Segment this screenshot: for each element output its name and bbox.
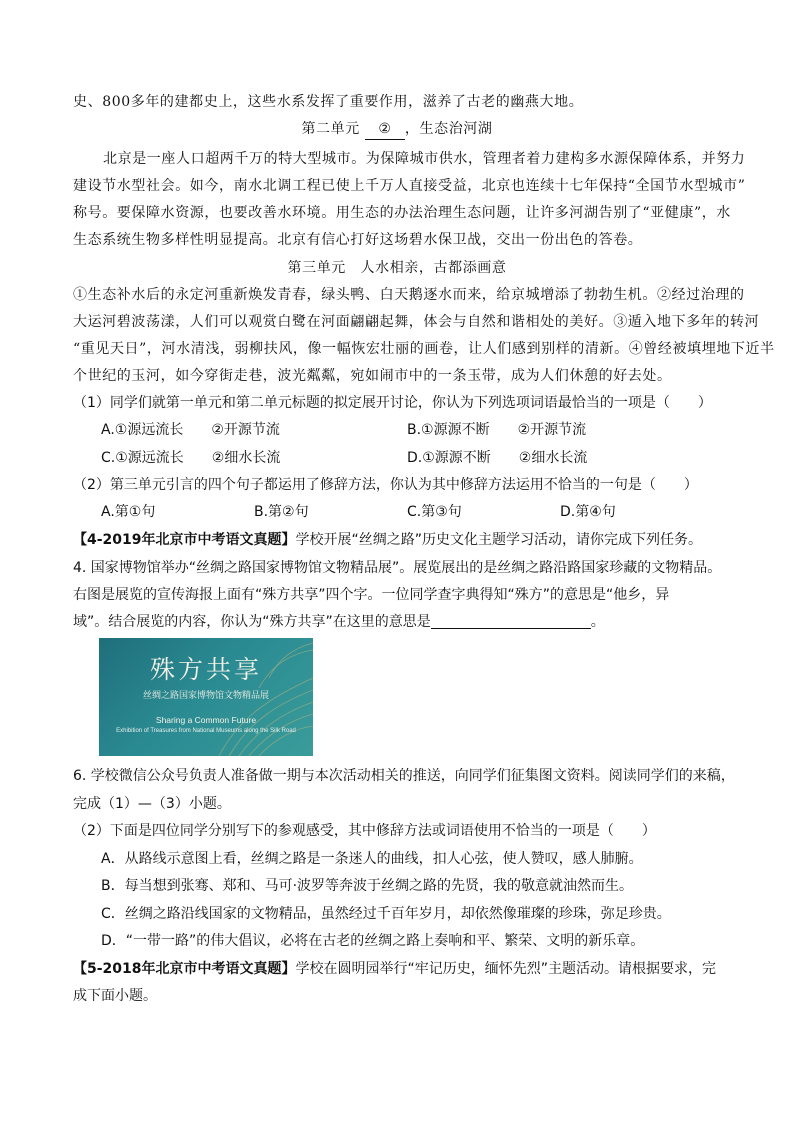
section-instruction: 学校在圆明园举行“牢记历史，缅怀先烈”主题活动。请根据要求，完 — [295, 961, 717, 977]
section-heading — [73, 959, 716, 979]
text-fragment: 域”。结合展览的内容，你认为“殊方共享”在这里的意思是 — [73, 614, 431, 630]
section-source: 【5-2018年北京市中考语文真题】 — [73, 961, 296, 977]
section-source: 【4-2019年北京市中考语文真题】 — [73, 532, 296, 548]
text-line: 个世纪的玉河，如今穿街走巷，波光粼粼，宛如闹市中的一条玉带，成为人们休憩的好去处。 — [73, 368, 672, 384]
option-b: B.第②句 — [254, 504, 309, 520]
text-line: 完成（1）—（3）小题。 — [73, 796, 231, 812]
exhibition-poster-image — [99, 638, 313, 756]
text-line: 大运河碧波荡漾，人们可以观赏白鹭在河面翩翩起舞，体会与自然和谐相处的美好。③遁入地下多年的转河 — [73, 314, 760, 330]
option-b: B．每当想到张骞、郑和、马可·波罗等奔波于丝绸之路的先贤，我的敬意就油然而生。 — [101, 878, 634, 894]
question-4-answer-line — [73, 612, 605, 632]
text-line: 6. 学校微信公众号负责人准备做一期与本次活动相关的推送，向同学们征集图文资料。阅读同学们的来稿， — [73, 768, 735, 784]
question-1: （1）同学们就第一单元和第二单元标题的拟定展开讨论，你认为下列选项词语最恰当的一项是（ ） — [73, 395, 712, 411]
text-line: 建设节水型社会。如今，南水北调工程已使上千万人直接受益，北京也连续十七年保持“全国节水型城市” — [73, 178, 746, 194]
question-6-2: （2）下面是四位同学分别写下的参观感受，其中修辞方法或词语使用不恰当的一项是（ ） — [73, 823, 656, 839]
option-a: A.第①句 — [101, 504, 156, 520]
option-d: D．“一带一路”的伟大倡议，必将在古老的丝绸之路上奏响和平、繁荣、文明的新乐章。 — [101, 933, 645, 949]
poster-english-title: Sharing a Common Future — [155, 715, 257, 725]
poster-english-subtitle: Exhibition of Treasures from National Museums along the Silk Road — [116, 728, 296, 734]
answer-blank — [365, 119, 405, 140]
text-line: 称号。要保障水资源，也要改善水环境。用生态的办法治理生态问题，让许多河湖告别了“亚健康”，水 — [73, 205, 731, 221]
text-line: ①生态补水后的永定河重新焕发青春，绿头鸭、白天鹅逐水而来，给京城增添了勃勃生机。②经过治理的 — [73, 287, 745, 303]
answer-blank[interactable] — [431, 612, 591, 629]
text-line: 右图是展览的宣传海报上面有“殊方共享”四个字。一位同学查字典得知“殊方”的意思是“他乡，异 — [73, 587, 670, 603]
text-line: 北京是一座人口超两千万的特大型城市。为保障城市供水，管理者着力建构多水源保障体系，并努力 — [103, 151, 746, 167]
unit2-title — [0, 119, 794, 140]
unit3-title: 第三单元 人水相亲，古都添画意 — [287, 260, 507, 276]
option-a: A．从路线示意图上看，丝绸之路是一条迷人的曲线，扣人心弦，使人赞叹，感人肺腑。 — [101, 851, 643, 867]
text-line: 史、800多年的建都史上，这些水系发挥了重要作用，滋养了古老的幽燕大地。 — [73, 94, 584, 110]
option-b: B.①源源不断 ②开源节流 — [407, 422, 587, 438]
option-d: D.第④句 — [560, 504, 616, 520]
unit2-title-prefix: 第二单元 — [301, 121, 360, 137]
text-line: 成下面小题。 — [73, 988, 157, 1004]
option-c: C.第③句 — [407, 504, 462, 520]
poster-subtitle: 丝绸之路国家博物馆文物精品展 — [142, 691, 269, 701]
option-c: C．丝绸之路沿线国家的文物精品，虽然经过千百年岁月，却依然像璀璨的珍珠，弥足珍贵。 — [101, 906, 671, 922]
option-d: D.①源源不断 ②细水长流 — [407, 450, 588, 466]
option-c: C.①源远流长 ②细水长流 — [101, 450, 281, 466]
option-a: A.①源远流长 ②开源节流 — [101, 422, 280, 438]
text-line: “重见天日”，河水清浅，弱柳扶风，像一幅恢宏壮丽的画卷，让人们感到别样的清新。④曾经被填埋地下近半 — [73, 341, 775, 357]
unit2-title-suffix: ，生态治河湖 — [404, 121, 493, 137]
question-2: （2）第三单元引言的四个句子都运用了修辞方法，你认为其中修辞方法运用不恰当的一句是（ ） — [73, 477, 698, 493]
section-instruction: 学校开展“丝绸之路”历史文化主题学习活动，请你完成下列任务。 — [295, 532, 703, 548]
poster-title: 殊方共享 — [149, 655, 262, 684]
section-heading — [73, 530, 702, 550]
text-line: 生态系统生物多样性明显提高。北京有信心打好这场碧水保卫战，交出一份出色的答卷。 — [73, 232, 643, 248]
blank-number: ② — [378, 121, 392, 137]
text-fragment: 。 — [590, 614, 605, 630]
text-line: 4. 国家博物馆举办“丝绸之路国家博物馆文物精品展”。展览展出的是丝绸之路沿路国家珍藏的文物精品。 — [73, 560, 722, 576]
